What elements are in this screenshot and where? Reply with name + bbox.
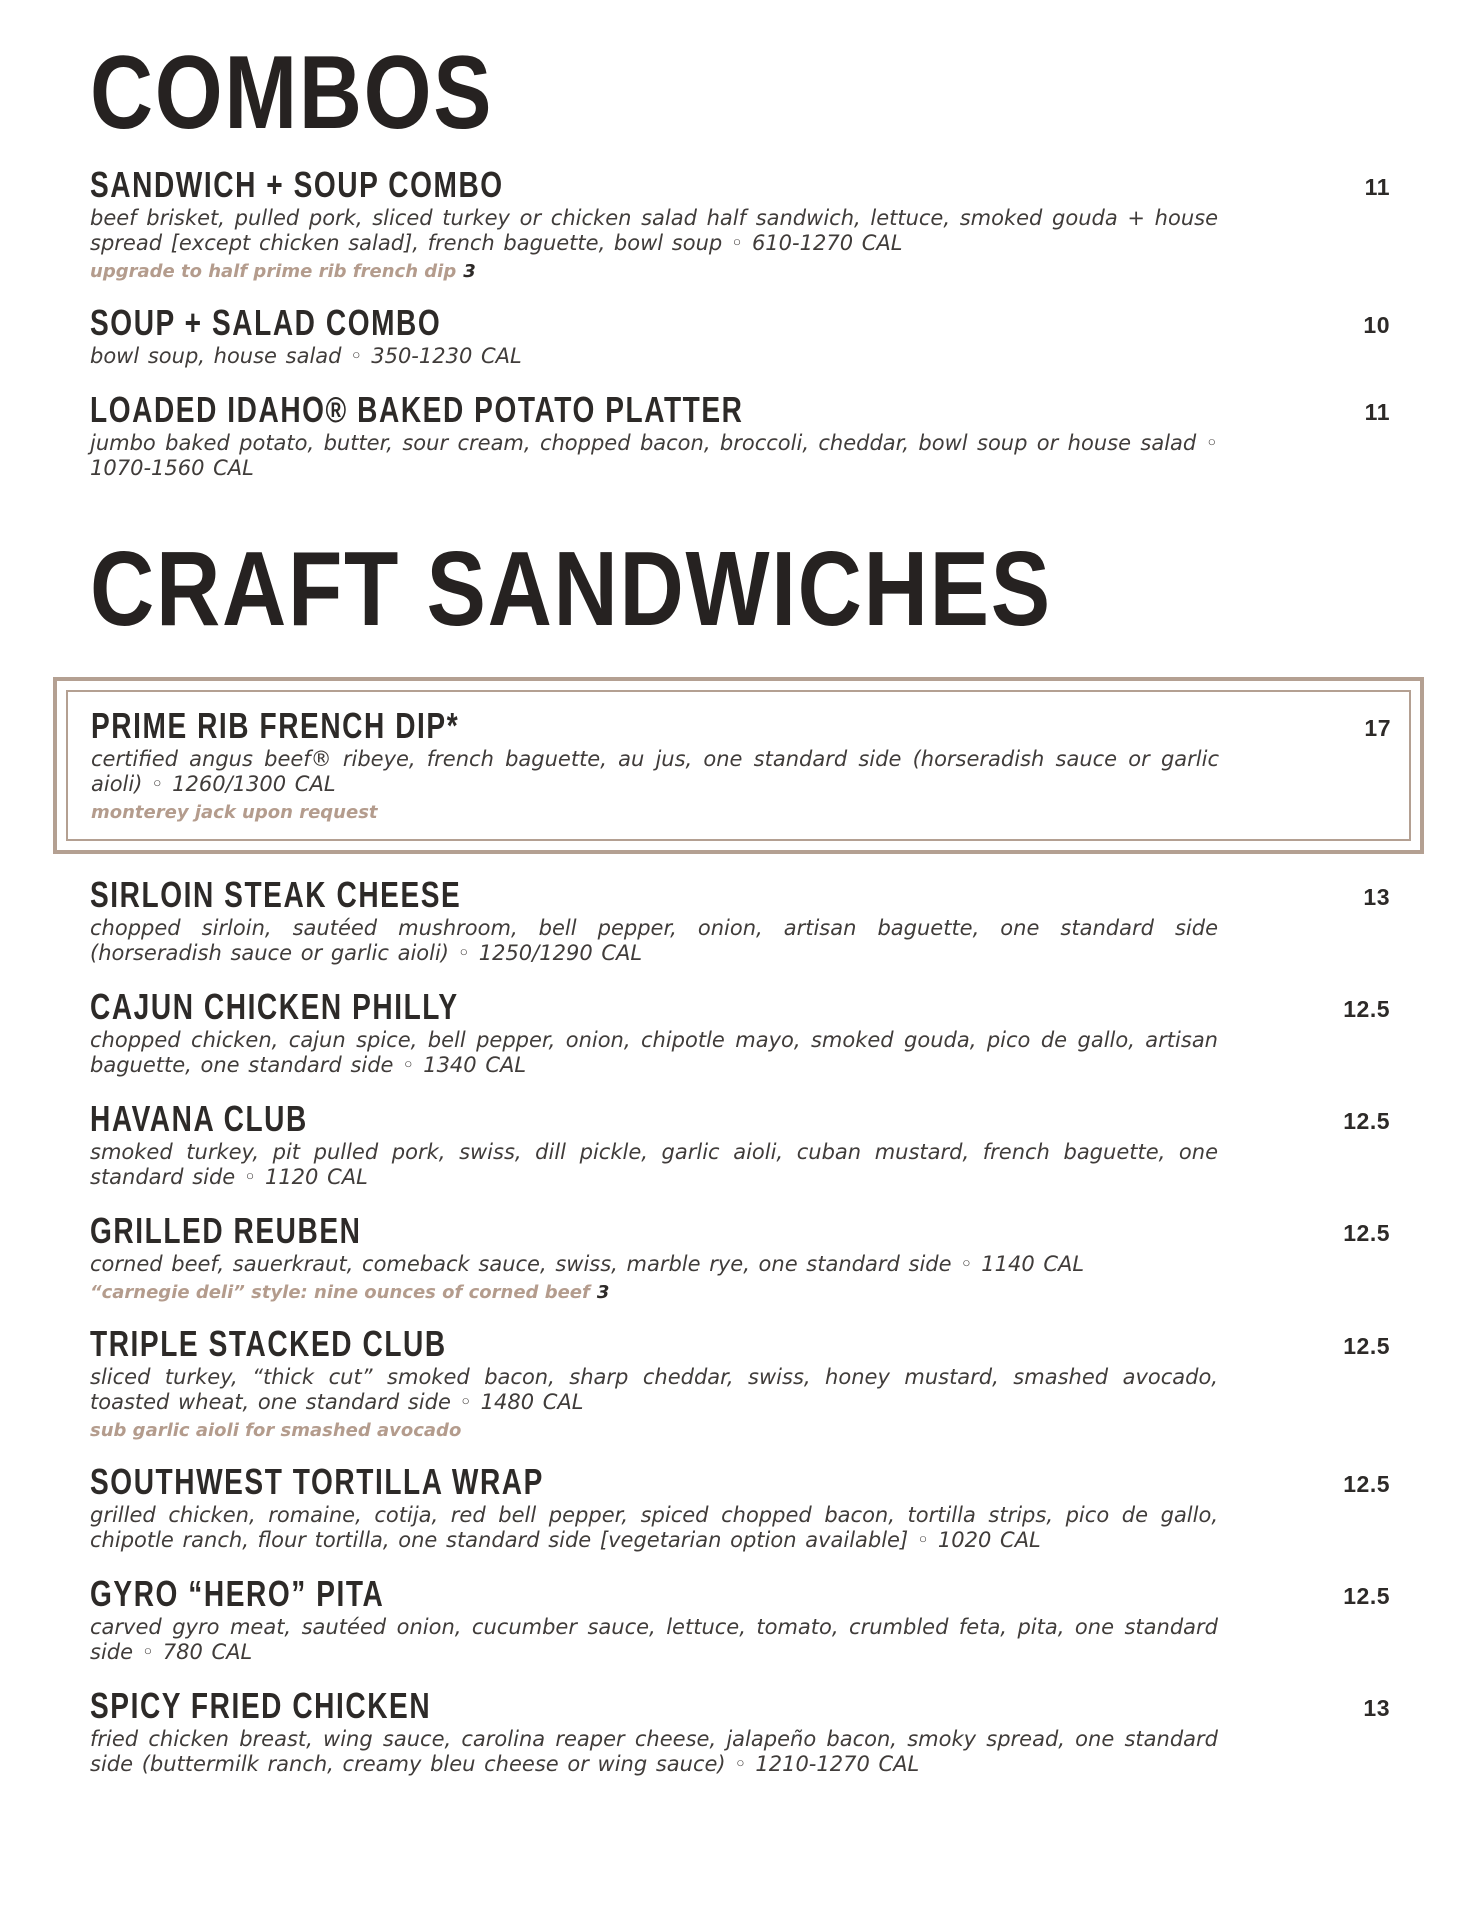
item-price: 12.5	[1343, 1471, 1390, 1498]
item-head	[90, 164, 1390, 206]
item-note	[90, 1282, 1390, 1303]
featured-item-box-inner	[66, 690, 1411, 841]
item-price: 10	[1363, 312, 1390, 339]
menu-item-grilled-reuben	[90, 1210, 1390, 1304]
item-name: SOUP + SALAD COMBO	[90, 302, 442, 344]
item-price: 12.5	[1343, 996, 1390, 1023]
menu-item-gyro-hero-pita	[90, 1573, 1390, 1665]
item-price: 17	[1364, 715, 1391, 742]
item-head	[90, 1685, 1390, 1727]
item-name: GYRO “HERO” PITA	[90, 1573, 385, 1615]
item-name: HAVANA CLUB	[90, 1098, 308, 1140]
menu-item-soup-salad-combo	[90, 302, 1390, 369]
item-description: sliced turkey, “thick cut” smoked bacon, sharp cheddar, swiss, honey mustard, smashed avocado, toasted wheat, one standard side ◦ 1480 CAL	[90, 1365, 1218, 1415]
menu-item-triple-stacked-club	[90, 1323, 1390, 1442]
item-note-price: 3	[596, 1282, 610, 1304]
section-title-combos-text: COMBOS	[90, 35, 494, 151]
item-head	[90, 1573, 1390, 1615]
menu-item-havana-club	[90, 1098, 1390, 1190]
menu-item-loaded-idaho-baked-potato-platter	[90, 389, 1390, 481]
item-price: 12.5	[1343, 1220, 1390, 1247]
item-description: beef brisket, pulled pork, sliced turkey or chicken salad half sandwich, lettuce, smoked gouda + house spread [except chicken salad], french baguette, bowl soup ◦ 610-1270 CAL	[90, 206, 1218, 256]
item-head	[90, 1210, 1390, 1252]
item-name: SIRLOIN STEAK CHEESE	[90, 874, 462, 916]
item-name: CAJUN CHICKEN PHILLY	[90, 986, 459, 1028]
item-name: SANDWICH + SOUP COMBO	[90, 164, 504, 206]
item-price: 11	[1364, 399, 1390, 426]
item-note-price: 3	[463, 261, 476, 283]
item-name: GRILLED REUBEN	[90, 1210, 362, 1252]
item-price: 13	[1363, 884, 1390, 911]
item-description: carved gyro meat, sautéed onion, cucumber sauce, lettuce, tomato, crumbled feta, pita, one standard side ◦ 780 CAL	[90, 1615, 1218, 1665]
menu-item-cajun-chicken-philly	[90, 986, 1390, 1078]
item-price: 12.5	[1343, 1108, 1390, 1135]
item-head	[90, 874, 1390, 916]
item-description: certified angus beef® ribeye, french baguette, au jus, one standard side (horseradish sauce or garlic aioli) ◦ 1260/1300 CAL	[91, 747, 1219, 797]
menu-item-southwest-tortilla-wrap	[90, 1461, 1390, 1553]
item-note-text: upgrade to half prime rib french dip	[90, 261, 457, 283]
item-note	[90, 261, 1390, 282]
item-note-text: “carnegie deli” style: nine ounces of corned beef	[90, 1282, 590, 1304]
menu-item-spicy-fried-chicken	[90, 1685, 1390, 1777]
menu-item-sandwich-soup-combo	[90, 164, 1390, 283]
menu-item-prime-rib-french-dip	[91, 705, 1391, 824]
item-head	[90, 1323, 1390, 1365]
item-description: bowl soup, house salad ◦ 350-1230 CAL	[90, 344, 522, 369]
item-head	[90, 1098, 1390, 1140]
item-head	[90, 389, 1390, 431]
item-note-text: monterey jack upon request	[91, 802, 378, 824]
item-description: chopped sirloin, sautéed mushroom, bell pepper, onion, artisan baguette, one standard side (horseradish sauce or garlic aioli) ◦ 1250/1290 CAL	[90, 916, 1218, 966]
menu-content	[90, 35, 1391, 1777]
item-head	[90, 302, 1390, 344]
section-title-craft-sandwiches	[90, 530, 1390, 649]
item-price: 12.5	[1343, 1333, 1390, 1360]
item-description: corned beef, sauerkraut, comeback sauce, swiss, marble rye, one standard side ◦ 1140 CAL	[90, 1252, 1085, 1277]
item-name: SPICY FRIED CHICKEN	[90, 1685, 432, 1727]
item-name: TRIPLE STACKED CLUB	[90, 1323, 447, 1365]
item-head	[90, 986, 1390, 1028]
section-title-craft-sandwiches-text: CRAFT SANDWICHES	[90, 530, 1052, 649]
item-description: jumbo baked potato, butter, sour cream, chopped bacon, broccoli, cheddar, bowl soup or house salad ◦ 1070-1560 CAL	[90, 431, 1218, 481]
item-description: chopped chicken, cajun spice, bell pepper, onion, chipotle mayo, smoked gouda, pico de gallo, artisan baguette, one standard side ◦ 1340 CAL	[90, 1028, 1218, 1078]
item-note	[90, 1420, 1390, 1441]
menu-item-sirloin-steak-cheese	[90, 874, 1390, 966]
featured-item-box	[53, 677, 1424, 854]
item-description: grilled chicken, romaine, cotija, red bell pepper, spiced chopped bacon, tortilla strips, pico de gallo, chipotle ranch, flour tortilla, one standard side [vegetarian option available] ◦ 1020 CAL	[90, 1503, 1218, 1553]
item-description: smoked turkey, pit pulled pork, swiss, dill pickle, garlic aioli, cuban mustard, french baguette, one standard side ◦ 1120 CAL	[90, 1140, 1218, 1190]
item-description: fried chicken breast, wing sauce, carolina reaper cheese, jalapeño bacon, smoky spread, one standard side (buttermilk ranch, creamy bleu cheese or wing sauce) ◦ 1210-1270 CAL	[90, 1727, 1218, 1777]
item-note-text: sub garlic aioli for smashed avocado	[90, 1420, 462, 1442]
item-name: SOUTHWEST TORTILLA WRAP	[90, 1461, 544, 1503]
section-title-combos	[90, 35, 1390, 151]
item-head	[90, 1461, 1390, 1503]
item-note	[91, 802, 1391, 823]
item-price: 13	[1363, 1695, 1390, 1722]
item-price: 12.5	[1343, 1583, 1390, 1610]
item-name: LOADED IDAHO® BAKED POTATO PLATTER	[90, 389, 744, 431]
item-price: 11	[1364, 174, 1390, 201]
item-name: PRIME RIB FRENCH DIP*	[91, 705, 460, 747]
item-head	[91, 705, 1391, 747]
